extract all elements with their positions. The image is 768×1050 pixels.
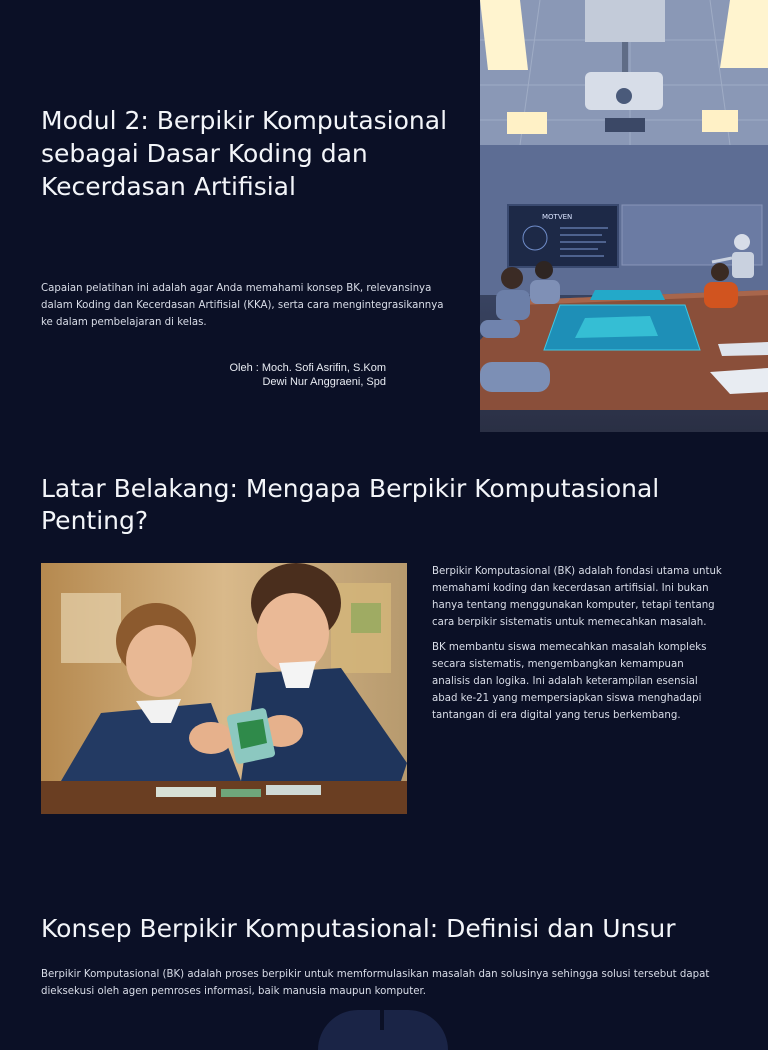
board-title: MOTVEN [542, 213, 573, 221]
author-line-1: Oleh : Moch. Sofi Asrifin, S.Kom [229, 362, 386, 374]
module-title: Modul 2: Berpikir Komputasional sebagai Dasar Koding dan Kecerdasan Artifisial [41, 106, 448, 201]
background-section-title: Latar Belakang: Mengapa Berpikir Komputasional Penting? [41, 474, 660, 535]
concept-definition-text: Berpikir Komputasional (BK) adalah proses berpikir untuk memformulasikan masalah dan solusinya sehingga solusi tersebut dapat dieksekusi oleh agen pemroses informasi, baik manusia maupun komputer. [41, 969, 710, 997]
author-line-2: Dewi Nur Anggraeni, Spd [262, 376, 386, 388]
children-puzzle-photo [41, 563, 407, 814]
concept-section-title: Konsep Berpikir Komputasional: Definisi dan Unsur [41, 914, 676, 943]
diagram-top-edge [318, 1010, 448, 1050]
training-goal-text: Capaian pelatihan ini adalah agar Anda memahami konsep BK, relevansinya dalam Koding dan Kecerdasan Artifisial (KKA), serta cara mengintegrasikannya ke dalam pembelajaran di kelas. [41, 283, 444, 328]
background-paragraph-1: Berpikir Komputasional (BK) adalah fondasi utama untuk memahami koding dan kecerdasan artifisial. Ini bukan hanya tentang menggunakan komputer, tetapi tentang cara berpikir sistematis untuk memecahkan masalah. [432, 566, 722, 628]
classroom-robot-illustration [480, 0, 768, 432]
background-paragraph-2: BK membantu siswa memecahkan masalah kompleks secara sistematis, mengembangkan kemampuan analisis dan logika. Ini adalah keterampilan esensial abad ke-21 yang mempersiapkan siswa menghadapi tantangan di era digital yang terus berkembang. [432, 642, 707, 721]
author-block [180, 361, 386, 389]
